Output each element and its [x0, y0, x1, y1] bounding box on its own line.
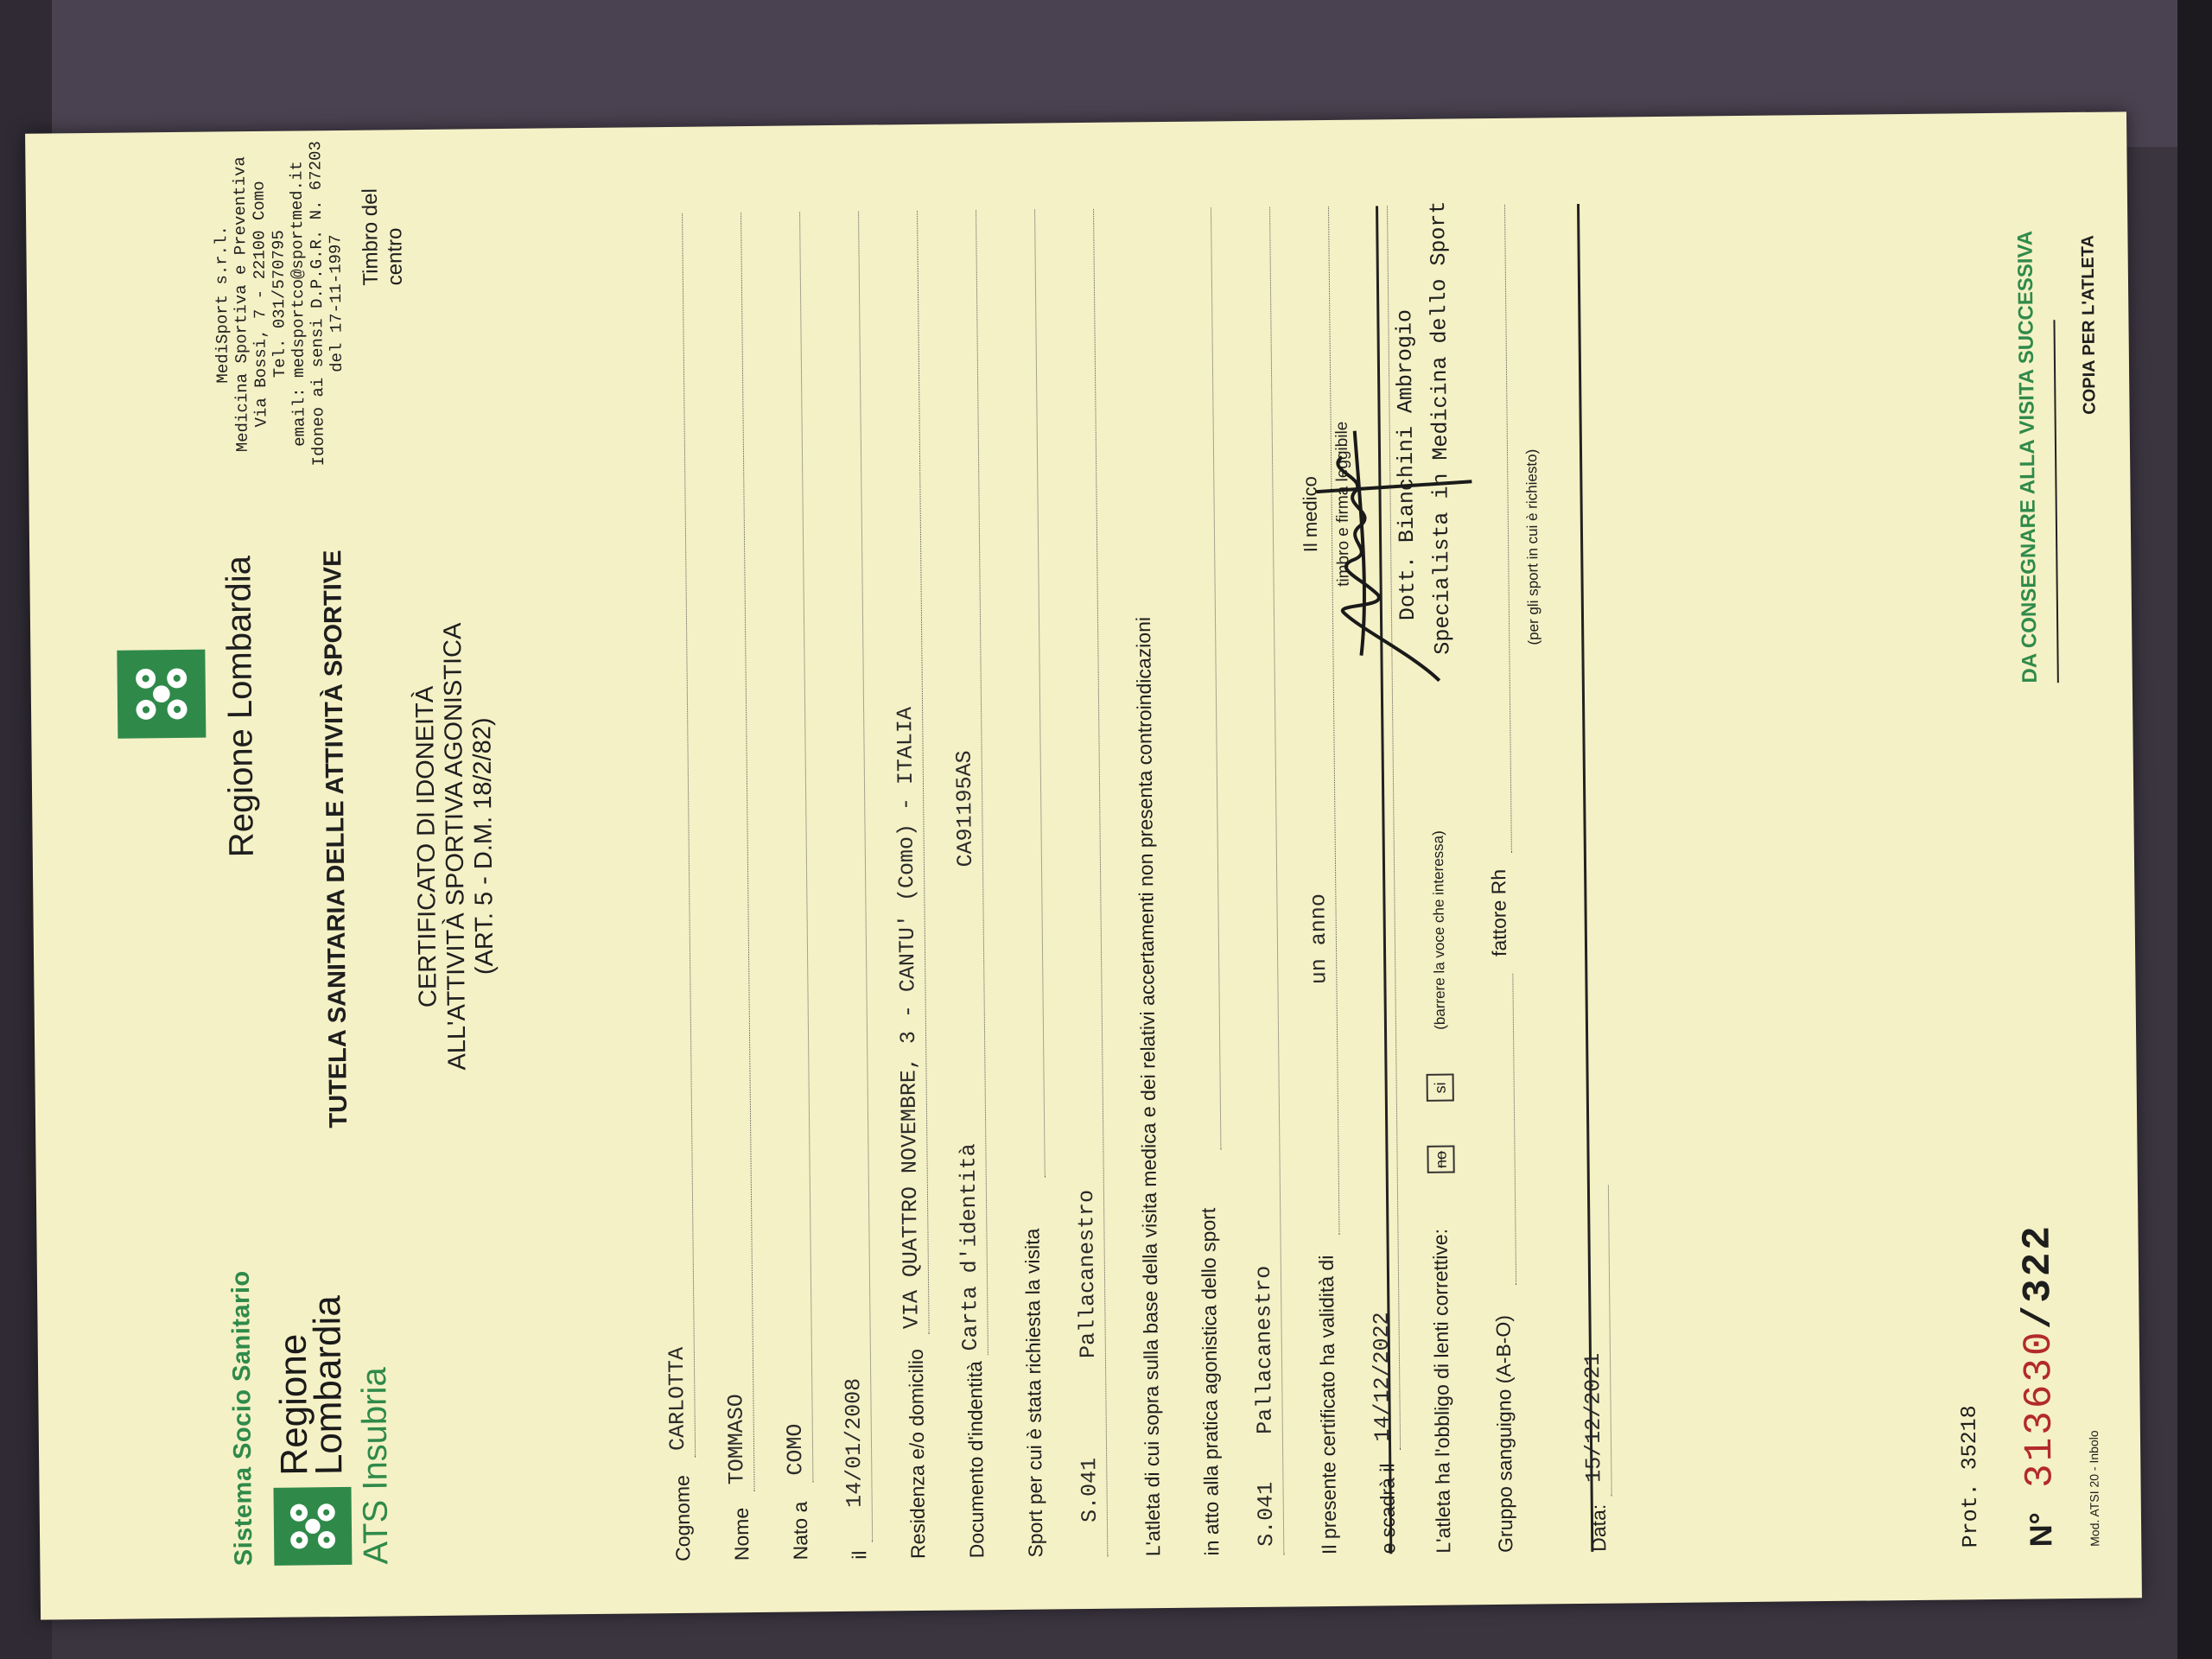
background-right [2177, 0, 2212, 1659]
nome-label: Nome [729, 1507, 753, 1561]
lenti-si-checkbox[interactable]: si [1427, 1074, 1454, 1102]
residenza-label: Residenza e/o domicilio [904, 1349, 930, 1560]
number-label: N° [2022, 1511, 2059, 1548]
nato-label: Nato a [788, 1501, 812, 1560]
timbro-firma-label: timbro e firma leggibile [1332, 421, 1353, 587]
certificate-number [2015, 1224, 2063, 1548]
certificate-title: CERTIFICATO DI IDONEITÀ ALL'ATTIVITÀ SPORTIVA AGONISTICA (ART. 5 - D.M. 18/2/82) [410, 622, 499, 1071]
data-value: 15/12/2021 [1580, 1352, 1607, 1484]
il-label: il [848, 1550, 871, 1560]
fattore-label: fattore Rh [1487, 868, 1511, 957]
sport2-name-value: Pallacanestro [1250, 1265, 1278, 1434]
sport-code-value: S.041 [1077, 1457, 1103, 1523]
il-medico-label: Il medico [1299, 476, 1322, 553]
number-black: /322 [2015, 1223, 2062, 1330]
certificate-content [25, 111, 2142, 1619]
consegna-note: DA CONSEGNARE ALLA VISITA SUCCESSIVA [2013, 230, 2042, 683]
il-value: 14/01/2008 [841, 1377, 868, 1508]
lenti-no-checkbox[interactable]: no [1427, 1146, 1454, 1173]
gruppo-label: Gruppo sanguigno (A-B-O) [1491, 1314, 1517, 1554]
sport-label: Sport per cui è stata richiesta la visita [1020, 1228, 1047, 1558]
validita-label: Il presente certificato ha validità di [1314, 1255, 1341, 1555]
residenza-value: VIA QUATTRO NOVEMBRE, 3 - CANTU' (Como) - ITALIA [893, 706, 925, 1330]
ats-name: ATS Insubria [355, 1367, 396, 1565]
region-title: Regione Lombardia [219, 555, 261, 858]
region-main-logo [116, 555, 261, 858]
validita-value: un anno [1306, 893, 1332, 985]
scadra-value: 14/12/2022 [1369, 1312, 1395, 1442]
cognome-value: CARLOTTA [664, 1346, 691, 1452]
documento-label: Documento d'indentità [963, 1361, 988, 1559]
ats-region-name: Regione Lombardia [271, 1295, 351, 1476]
footer-divider [2053, 320, 2058, 683]
per-gli-sport-note: (per gli sport in cui è richiesto) [1522, 448, 1542, 645]
certificate-paper [25, 111, 2142, 1619]
documento-number-value: CA91195AS [951, 750, 979, 868]
copy-label: COPIA PER L'ATLETA [2078, 234, 2100, 415]
timbro-label: Timbro del centro [358, 188, 407, 286]
center-stamp: MediSport s.r.l. Medicina Sportiva e Preventiva Via Bossi, 7 - 22100 Como Tel. 031/570795 email: medsportco@sportmed.it Idoneo ai sensi D.P.G.R. N. 67203 del 17-11-1997 [212, 141, 346, 467]
tutela-heading: TUTELA SANITARIA DELLE ATTIVITÀ SPORTIVE [319, 550, 353, 1128]
statement-line2: in atto alla pratica agonistica dello sport [1197, 1207, 1224, 1556]
protocol-number: Prot. 35218 [1956, 1405, 1984, 1548]
model-code: Mod. ATSI 20 - Inbolo [2086, 1430, 2102, 1547]
number-red: 313630 [2016, 1329, 2063, 1489]
cognome-label: Cognome [671, 1475, 695, 1562]
sport-name-value: Pallacanestro [1073, 1189, 1101, 1359]
statement-line1: L'atleta di cui sopra sulla base della visita medica e dei relativi accertamenti non presenta controindicazioni [1131, 616, 1165, 1557]
nato-value: COMO [782, 1423, 809, 1476]
doctor-name: Dott. Bianchini Ambrogio [1392, 308, 1421, 621]
doctor-specialty: Specialista in Medicina dello Sport [1425, 200, 1456, 655]
region-cross-logo-icon [273, 1487, 352, 1566]
signature-area [1288, 200, 1537, 950]
documento-type-value: Carta d'identità [956, 1143, 983, 1351]
barrare-note: (barrere la voce che interessa) [1429, 830, 1449, 1030]
sport2-code-value: S.041 [1253, 1481, 1280, 1547]
nome-value: TOMMASO [723, 1394, 750, 1485]
scadra-label: e scadrà il [1376, 1463, 1400, 1554]
sistema-label: Sistema Socio Sanitario [226, 1270, 258, 1567]
data-label: Data: [1586, 1503, 1611, 1552]
lenti-label: L'atleta ha l'obbligo di lenti correttive: no si (barrere la voce che interessa) [1424, 830, 1459, 1554]
ats-block [226, 1201, 396, 1566]
region-main-cross-icon [117, 650, 206, 739]
